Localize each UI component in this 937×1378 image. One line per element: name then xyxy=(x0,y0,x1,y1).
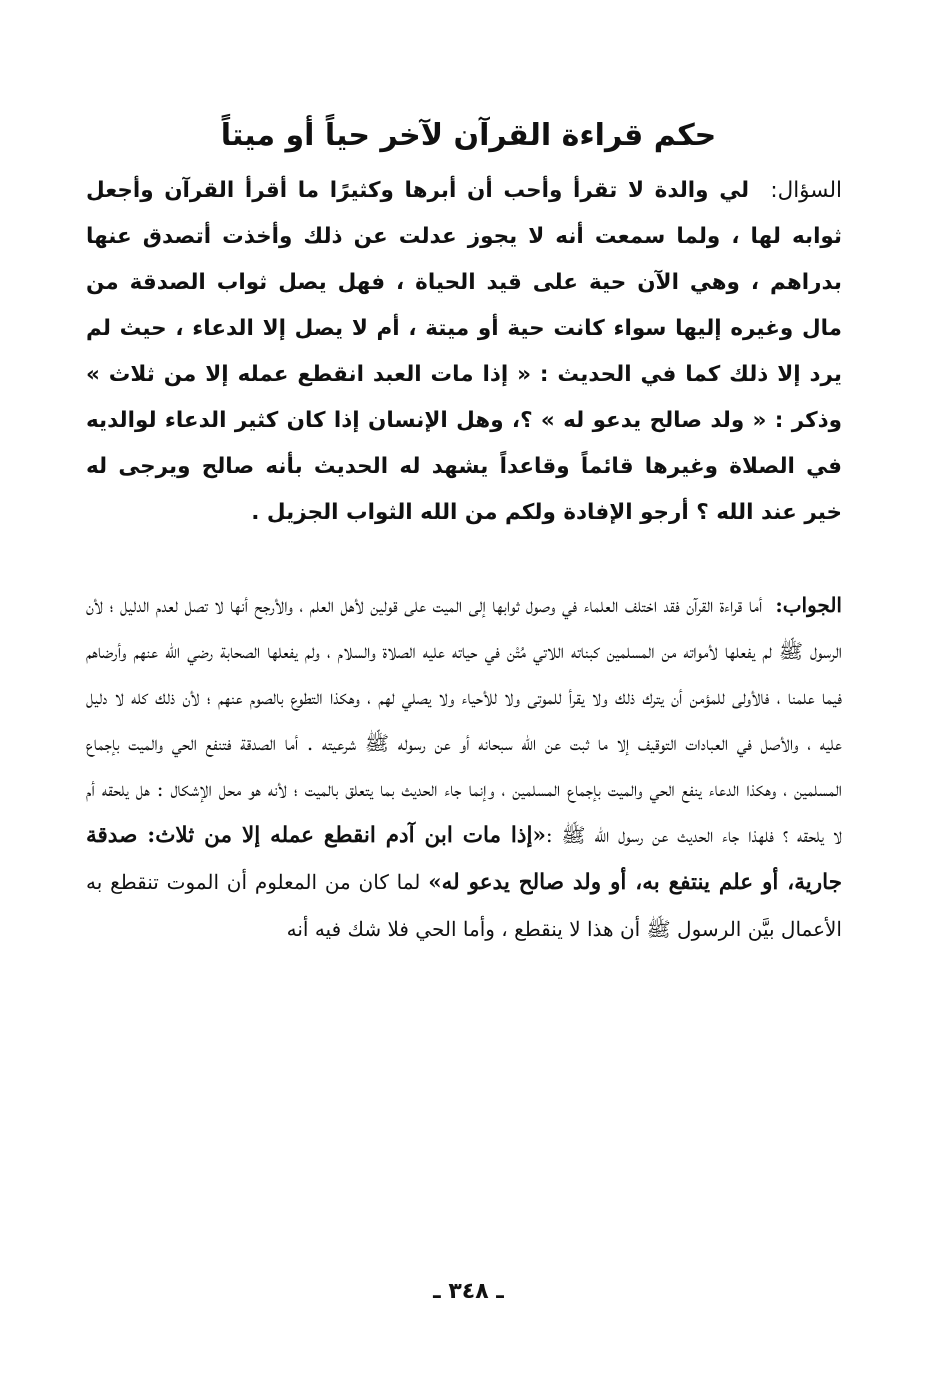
answer-text: أما قراءة القرآن فقد اختلف العلماء في وصول ثوابها إلى الميت على قولين لأهل العلم ، والأرجح أنها لا تصل لعدم الدليل ؛ لأن الرسول ﷺ لم يفعلها لأمواته من المسلمين كبناته اللاتي مُتْن في حياته عليه الصلاة والسلام ، ولم يفعلها الصحابة رضي الله عنهم وأرضاهم فيما علمنا ، فالأولى للمؤمن أن يترك ذلك ولا يقرأ للموتى ولا للأحياء ولا يصلي لهم ، وهكذا التطوع بالصوم عنهم ؛ لأن ذلك كله لا دليل عليه ، والأصل في العبادات التوقيف إلا ما ثبت عن الله سبحانه أو عن رسوله ﷺ شرعيته . أما الصدقة فتنفع الحي والميت بإجماع المسلمين ، وهكذا الدعاء ينفع الحي والميت بإجماع المسلمين ، وإنما جاء الحديث بما يتعلق بالميت ؛ لأنه هو محل الإشكال : هل يلحقه أم لا يلحقه ؟ فلهذا جاء الحديث عن رسول الله ﷺ : xyxy=(86,593,842,847)
question-text: لي والدة لا تقرأ وأحب أن أبرها وكثيرًا ما أقرأ القرآن وأجعل ثوابه لها ، ولما سمعت أنه لا يجوز عدلت عن ذلك وأخذت أتصدق عنها بدراهم ، وهي الآن حية على قيد الحياة ، فهل يصل ثواب الصدقة من مال وغيره إليها سواء كانت حية أو ميتة ، أم لا يصل إلا الدعاء ، حيث لم يرد إلا ذلك كما في الحديث : « إذا مات العبد انقطع عمله إلا من ثلاث » وذكر : « ولد صالح يدعو له » ؟، وهل الإنسان إذا كان كثير الدعاء لوالديه في الصلاة وغيرها قائماً وقاعداً يشهد له الحديث بأنه صالح ويرجى له خير عند الله ؟ أرجو الإفادة ولكم من الله الثواب الجزيل . xyxy=(86,178,842,525)
hadith-quote: «إذا مات ابن آدم انقطع عمله إلا من ثلاث: صدقة جارية، أو علم ينتفع به، أو ولد صالح يدعو له» xyxy=(86,823,842,895)
page-number: ـ ٣٤٨ ـ xyxy=(433,1279,504,1304)
answer-continuation: لما كان من المعلوم أن الموت تنقطع به الأعمال بيَّن الرسول ﷺ أن هذا لا ينقطع ، وأما الحي فلا شك فيه أنه xyxy=(86,870,842,941)
page-title: حكم قراءة القرآن لآخر حياً أو ميتاً xyxy=(220,118,717,153)
answer-label: الجواب: xyxy=(775,593,842,617)
question-label: السؤال: xyxy=(770,178,842,203)
question-paragraph xyxy=(86,168,842,536)
answer-paragraph xyxy=(86,582,842,952)
